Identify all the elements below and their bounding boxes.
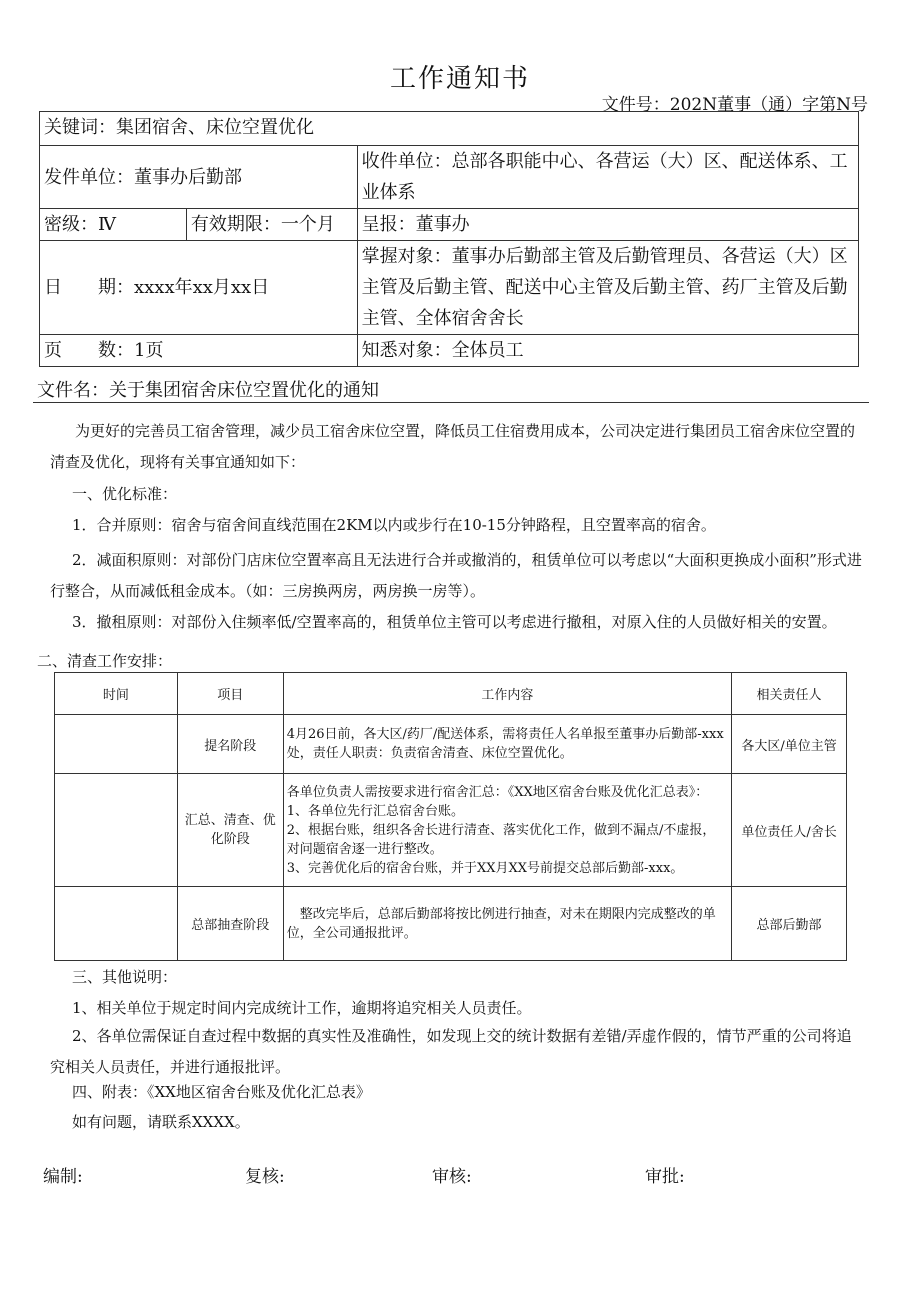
row-content: [283, 774, 731, 887]
report-to: 呈报：董事办: [357, 209, 858, 241]
section3-item-1: 1、相关单位于规定时间内完成统计工作，逾期将追究相关人员责任。: [72, 999, 532, 1017]
intro-paragraph: 为更好的完善员工宿舍管理，减少员工宿舍床位空置，降低员工住宿费用成本，公司决定进行集团员工宿舍床位空置的清查及优化，现将有关事宜通知如下：: [50, 422, 856, 471]
content-line: 2、根据台账，组织各舍长进行清查、落实优化工作，做到不漏点/不虚报，对问题宿舍逐一进行整改。: [286, 822, 716, 857]
section3-heading: 三、其他说明：: [72, 968, 178, 986]
row-content: [283, 887, 731, 961]
master-target: 掌握对象：董事办后勤部主管及后勤管理员、各营运（大）区主管及后勤主管、配送中心主管及后勤主管、药厂主管及后勤主管、全体宿舍舍长: [357, 241, 858, 335]
table-row: [55, 774, 847, 887]
row-owner: 总部后勤部: [732, 887, 847, 961]
table-row: [55, 887, 847, 961]
row-item: 提名阶段: [177, 715, 283, 774]
receiver-unit: 收件单位：总部各职能中心、各营运（大）区、配送体系、工业体系: [357, 146, 858, 209]
table-row: [55, 715, 847, 774]
column-header-item: 项目: [177, 673, 283, 715]
page-count: 页 数：1页: [40, 335, 358, 367]
contact-note: 如有问题，请联系XXXX。: [72, 1113, 250, 1131]
aware-target: 知悉对象：全体员工: [357, 335, 858, 367]
row-item: 总部抽查阶段: [177, 887, 283, 961]
row-time: [55, 887, 178, 961]
file-name: 文件名：关于集团宿舍床位空置优化的通知: [37, 380, 379, 401]
doc-number: 文件号：202N董事（通）字第N号: [601, 95, 868, 115]
content-line: 4月26日前，各大区/药厂/配送体系，需将责任人名单报至董事办后勤部-xxx处，责任人职责：负责宿舍清查、床位空置优化。: [286, 727, 724, 761]
signature-compiled: 编制:: [43, 1167, 83, 1187]
signature-approved: 审批:: [645, 1167, 685, 1187]
row-time: [55, 715, 178, 774]
column-header-content: 工作内容: [283, 673, 731, 715]
date: 日 期：xxxx年xx月xx日: [40, 241, 358, 335]
section1-heading: 一、优化标准：: [72, 485, 178, 503]
attachment-note: 四、附表：《XX地区宿舍台账及优化汇总表》: [72, 1083, 371, 1101]
row-item: 汇总、清查、优化阶段: [177, 774, 283, 887]
section2-heading: 二、清查工作安排：: [37, 652, 173, 670]
section1-item-1: 1．合并原则：宿舍与宿舍间直线范围在2KM以内或步行在10-15分钟路程，且空置率高的宿舍。: [72, 516, 716, 534]
header-table: [39, 111, 859, 367]
content-line: 整改完毕后，总部后勤部将按比例进行抽查，对未在期限内完成整改的单位，全公司通报批评。: [286, 906, 716, 941]
column-header-time: 时间: [55, 673, 178, 715]
section3-item-2: 2、各单位需保证自查过程中数据的真实性及准确性，如发现上交的统计数据有差错/弄虚作假的，情节严重的公司将追究相关人员责任，并进行通报批评。: [50, 1027, 852, 1076]
content-line: 1、各单位先行汇总宿舍台账。: [286, 803, 464, 819]
secret-level: 密级：Ⅳ: [40, 209, 187, 241]
page-title: 工作通知书: [389, 64, 530, 94]
file-name-divider: [33, 402, 869, 403]
schedule-table: [54, 672, 847, 961]
row-owner: 单位责任人/舍长: [732, 774, 847, 887]
validity-period: 有效期限：一个月: [186, 209, 357, 241]
content-line: 各单位负责人需按要求进行宿舍汇总：《XX地区宿舍台账及优化汇总表》：: [286, 784, 709, 800]
signature-reviewed: 复核:: [245, 1167, 285, 1187]
sender-unit: 发件单位：董事办后勤部: [40, 146, 358, 209]
row-owner: 各大区/单位主管: [732, 715, 847, 774]
signature-audited: 审核:: [432, 1167, 472, 1187]
column-header-owner: 相关责任人: [732, 673, 847, 715]
row-time: [55, 774, 178, 887]
content-line: 3、完善优化后的宿舍台账，并于XX月XX号前提交总部后勤部-xxx。: [286, 860, 684, 876]
keywords: 关键词：集团宿舍、床位空置优化: [40, 112, 859, 146]
section1-item-3: 3．撤租原则：对部份入住频率低/空置率高的，租赁单位主管可以考虑进行撤租，对原入住的人员做好相关的安置。: [72, 613, 837, 631]
row-content: [283, 715, 731, 774]
section1-item-2: 2．减面积原则：对部份门店床位空置率高且无法进行合并或撤消的，租赁单位可以考虑以“大面积更换成小面积”形式进行整合，从而减低租金成本。（如：三房换两房，两房换一房等）。: [50, 551, 862, 600]
